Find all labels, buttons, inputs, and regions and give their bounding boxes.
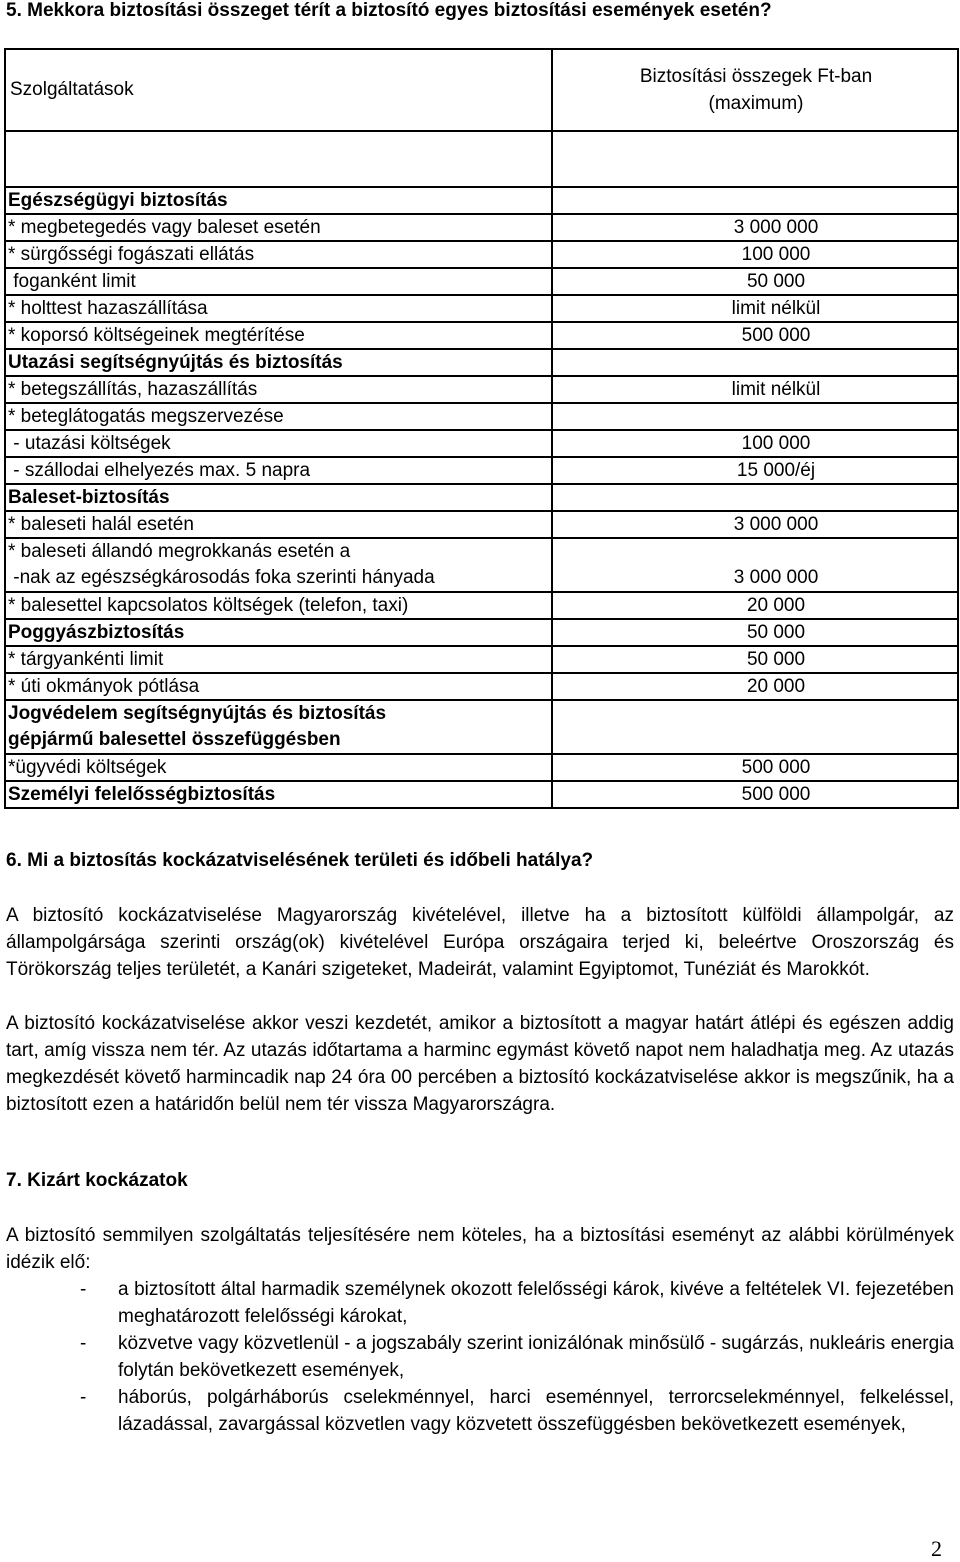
- header-services: Szolgáltatások: [5, 49, 552, 131]
- row-label: - utazási költségek: [5, 430, 552, 457]
- list-item: [80, 1384, 954, 1438]
- section-7-heading: 7. Kizárt kockázatok: [6, 1170, 188, 1191]
- row-label: *ügyvédi költségek: [5, 754, 552, 781]
- row-value: [552, 403, 958, 430]
- row-value: limit nélkül: [552, 295, 958, 322]
- table-row: [5, 349, 958, 376]
- section-6-heading: 6. Mi a biztosítás kockázatviselésének területi és időbeli hatálya?: [6, 850, 594, 871]
- table-row: [5, 376, 958, 403]
- row-label: Egészségügyi biztosítás: [5, 187, 552, 214]
- row-value: 3 000 000: [552, 511, 958, 538]
- table-row: [5, 646, 958, 673]
- section-6-paragraph-1: A biztosító kockázatviselése Magyarország kivételével, illetve ha a biztosított külföldi állampolgár, az állampolgársága szerinti ország(ok) kivételével Európa országaira terjed ki, beleértve Oroszország és Törökország teljes területét, a Kanári szigeteket, Madeirát, valamint Egyiptomot, Tunéziát és Marokkót.: [6, 905, 954, 980]
- section-7-intro: A biztosító semmilyen szolgáltatás teljesítésére nem köteles, ha a biztosítási eseményt az alábbi körülmények idézik elő:: [6, 1225, 954, 1273]
- header-sums-line2: (maximum): [708, 93, 804, 114]
- row-label: Baleset-biztosítás: [5, 484, 552, 511]
- row-label: * megbetegedés vagy baleset esetén: [5, 214, 552, 241]
- table-row: [5, 214, 958, 241]
- row-label: * sürgősségi fogászati ellátás: [5, 241, 552, 268]
- bullet-text: közvetve vagy közvetlenül - a jogszabály szerint ionizálónak minősülő - sugárzás, nukleáris energia folytán bekövetkezett események,: [118, 1333, 954, 1381]
- blank-row: [5, 131, 958, 187]
- header-sums-line1: Biztosítási összegek Ft-ban: [639, 66, 873, 87]
- row-label: Poggyászbiztosítás: [5, 619, 552, 646]
- table-row: [5, 241, 958, 268]
- row-value: [552, 700, 958, 754]
- section-5-heading: 5. Mekkora biztosítási összeget térít a biztosító egyes biztosítási események esetén?: [6, 0, 772, 21]
- table-row: [5, 538, 958, 592]
- row-value: 20 000: [552, 673, 958, 700]
- row-label: * baleseti állandó megrokkanás esetén a -nak az egészségkárosodás foka szerinti hányada: [5, 538, 552, 592]
- row-label: - szállodai elhelyezés max. 5 napra: [5, 457, 552, 484]
- table-row: [5, 268, 958, 295]
- row-value: 15 000/éj: [552, 457, 958, 484]
- table-row: [5, 700, 958, 754]
- table-row: [5, 619, 958, 646]
- table-row: [5, 322, 958, 349]
- table-row: [5, 457, 958, 484]
- table-row: [5, 781, 958, 808]
- list-item: [80, 1330, 954, 1384]
- table-row: [5, 754, 958, 781]
- bullet-dash: -: [80, 1387, 87, 1408]
- row-value: 50 000: [552, 268, 958, 295]
- row-label: * úti okmányok pótlása: [5, 673, 552, 700]
- section-6-paragraph-2: A biztosító kockázatviselése akkor veszi kezdetét, amikor a biztosított a magyar határt átlépi és egészen addig tart, amíg vissza nem tér. Az utazás időtartama a harminc egymást követő napot nem haladhatja meg. Az utazás megkezdését követő harmincadik nap 24 óra 00 percében a biztosító kockázatviselése akkor is megszűnik, ha a biztosított ezen a határidőn belül nem tér vissza Magyarországra.: [6, 1013, 954, 1115]
- row-label: foganként limit: [5, 268, 552, 295]
- table-header-row: [5, 49, 958, 131]
- row-value: limit nélkül: [552, 376, 958, 403]
- row-label: * betegszállítás, hazaszállítás: [5, 376, 552, 403]
- table-row: [5, 511, 958, 538]
- header-sums: [552, 49, 958, 131]
- table-row: [5, 295, 958, 322]
- bullet-text: a biztosított által harmadik személynek okozott felelősségi károk, kivéve a feltételek VI. fejezetében meghatározott felelősségi károkat,: [118, 1279, 954, 1327]
- row-value: [552, 484, 958, 511]
- row-label: * balesettel kapcsolatos költségek (telefon, taxi): [5, 592, 552, 619]
- row-value: 3 000 000: [552, 538, 958, 592]
- row-label: * tárgyankénti limit: [5, 646, 552, 673]
- row-value: 500 000: [552, 754, 958, 781]
- row-value: 50 000: [552, 646, 958, 673]
- row-label: Utazási segítségnyújtás és biztosítás: [5, 349, 552, 376]
- bullet-text: háborús, polgárháborús cselekménnyel, harci eseménnyel, terrorcselekménnyel, felkeléssel, lázadással, zavargással közvetlen vagy közvetett összefüggésben bekövetkezett események,: [118, 1387, 954, 1435]
- row-label: * holttest hazaszállítása: [5, 295, 552, 322]
- row-value: 20 000: [552, 592, 958, 619]
- row-value: 500 000: [552, 781, 958, 808]
- list-item: [80, 1276, 954, 1330]
- table-row: [5, 592, 958, 619]
- table-row: [5, 403, 958, 430]
- row-label: * baleseti halál esetén: [5, 511, 552, 538]
- table-row: [5, 673, 958, 700]
- table-row: [5, 187, 958, 214]
- table-row: [5, 484, 958, 511]
- row-value: [552, 349, 958, 376]
- row-label: Személyi felelősségbiztosítás: [5, 781, 552, 808]
- row-label: * koporsó költségeinek megtérítése: [5, 322, 552, 349]
- row-value: 3 000 000: [552, 214, 958, 241]
- table-row: [5, 430, 958, 457]
- row-label: * beteglátogatás megszervezése: [5, 403, 552, 430]
- row-value: [552, 187, 958, 214]
- page-number: 2: [931, 1536, 942, 1561]
- row-label: Jogvédelem segítségnyújtás és biztosítás gépjármű balesettel összefüggésben: [5, 700, 552, 754]
- row-value: 50 000: [552, 619, 958, 646]
- row-value: 500 000: [552, 322, 958, 349]
- row-value: 100 000: [552, 241, 958, 268]
- insurance-sums-table: [4, 48, 959, 809]
- bullet-dash: -: [80, 1333, 87, 1354]
- row-value: 100 000: [552, 430, 958, 457]
- bullet-dash: -: [80, 1279, 87, 1300]
